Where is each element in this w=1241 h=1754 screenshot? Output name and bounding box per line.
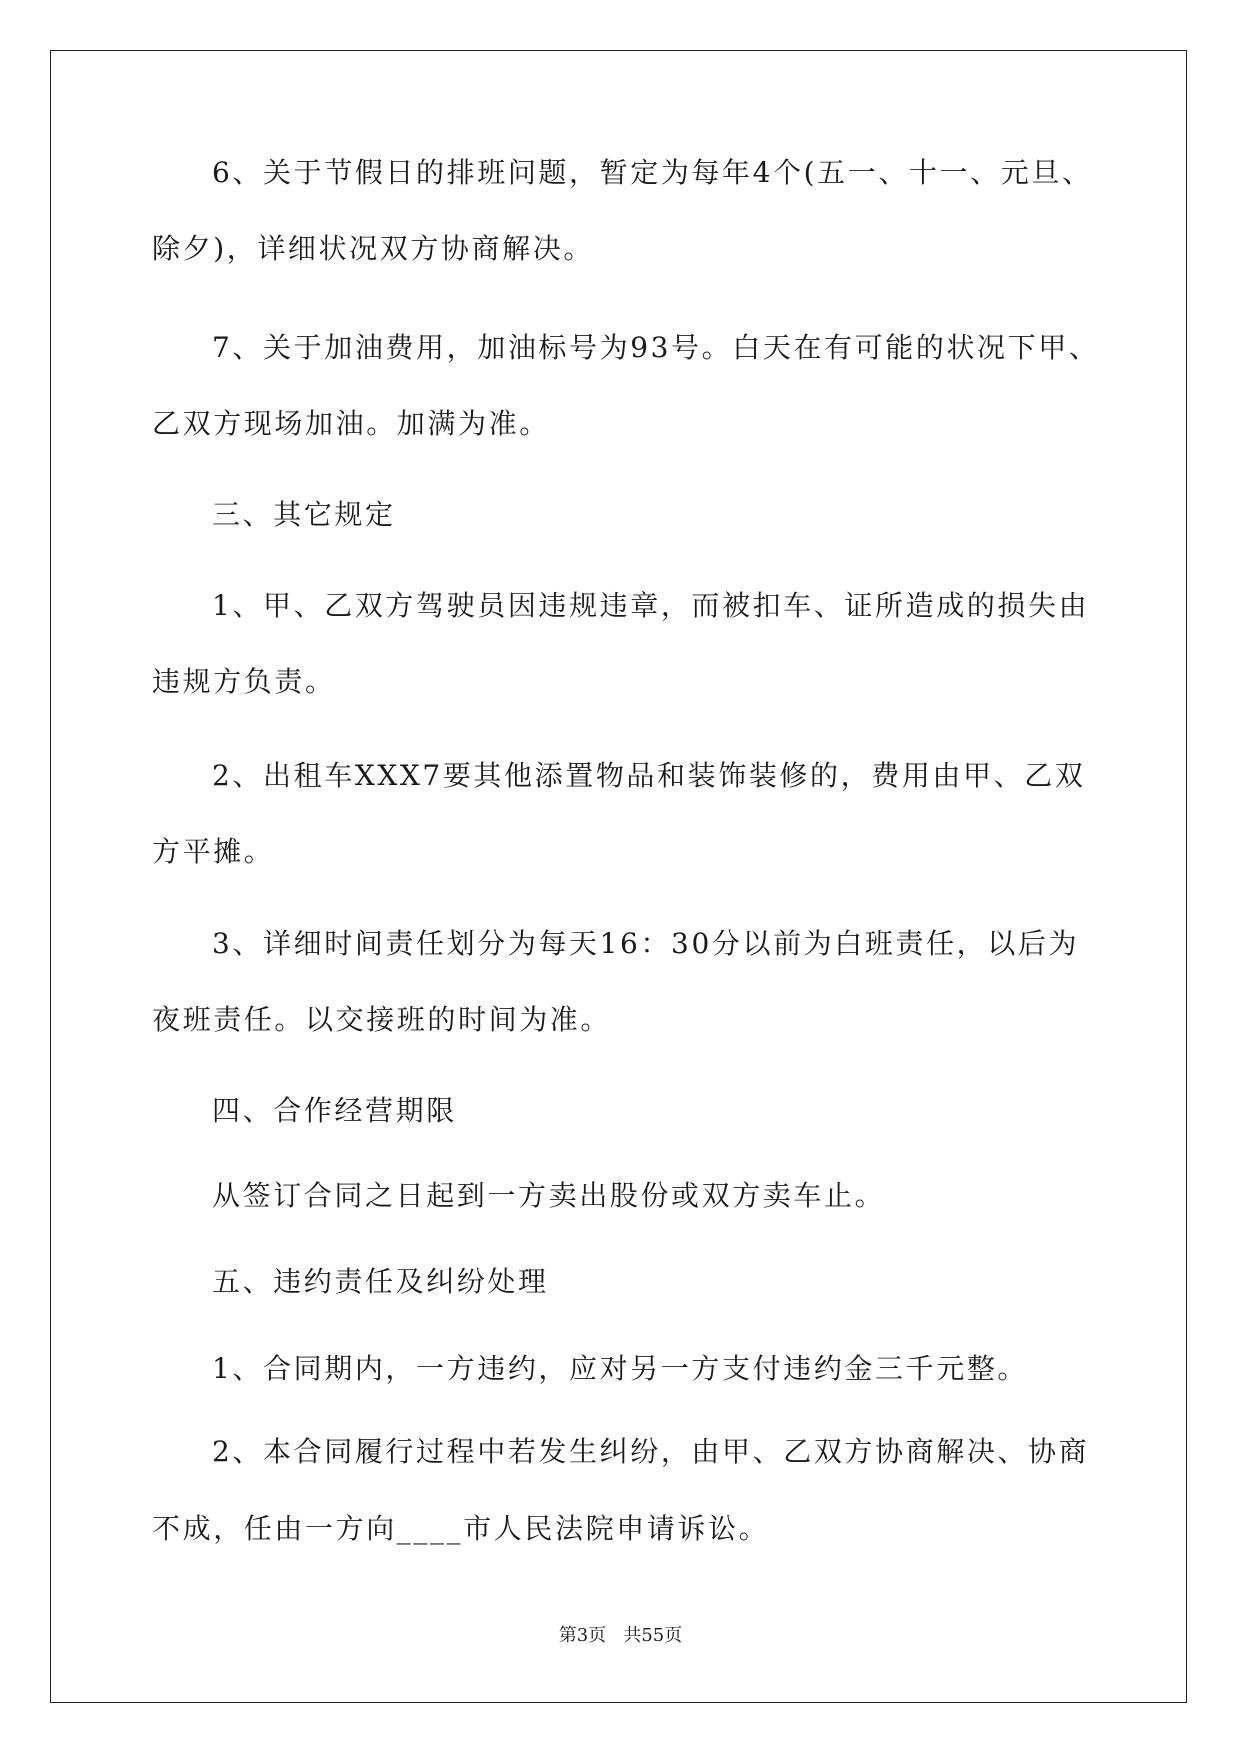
rule-1-line-2: 违规方负责。: [152, 665, 336, 698]
rule-2-line-1: 2、出租车XXX7要其他添置物品和装饰装修的，费用由甲、乙双: [212, 759, 1086, 792]
liability-1: 1、合同期内，一方违约，应对另一方支付违约金三千元整。: [212, 1352, 1029, 1385]
page-number: 第3页 共55页: [558, 1625, 683, 1646]
paragraph-6-line-1: 6、关于节假日的排班问题，暂定为每年4个(五一、十一、元旦、: [212, 156, 1093, 189]
paragraph-6-line-2: 除夕)，详细状况双方协商解决。: [152, 232, 594, 265]
section-4-body: 从签订合同之日起到一方卖出股份或双方卖车止。: [212, 1179, 886, 1212]
rule-3-line-1: 3、详细时间责任划分为每天16：30分以前为白班责任，以后为: [212, 927, 1080, 960]
section-5-heading: 五、违约责任及纠纷处理: [212, 1265, 549, 1298]
paragraph-7-line-2: 乙双方现场加油。加满为准。: [152, 407, 550, 440]
liability-2-line-1: 2、本合同履行过程中若发生纠纷，由甲、乙双方协商解决、协商: [212, 1435, 1090, 1468]
rule-1-line-1: 1、甲、乙双方驾驶员因违规违章，而被扣车、证所造成的损失由: [212, 589, 1090, 622]
liability-2-line-2: 不成，任由一方向____市人民法院申请诉讼。: [152, 1512, 770, 1545]
section-4-heading: 四、合作经营期限: [212, 1094, 457, 1127]
paragraph-7-line-1: 7、关于加油费用，加油标号为93号。白天在有可能的状况下甲、: [212, 331, 1100, 364]
rule-3-line-2: 夜班责任。以交接班的时间为准。: [152, 1003, 612, 1036]
section-3-heading: 三、其它规定: [212, 498, 396, 531]
rule-2-line-2: 方平摊。: [152, 835, 275, 868]
